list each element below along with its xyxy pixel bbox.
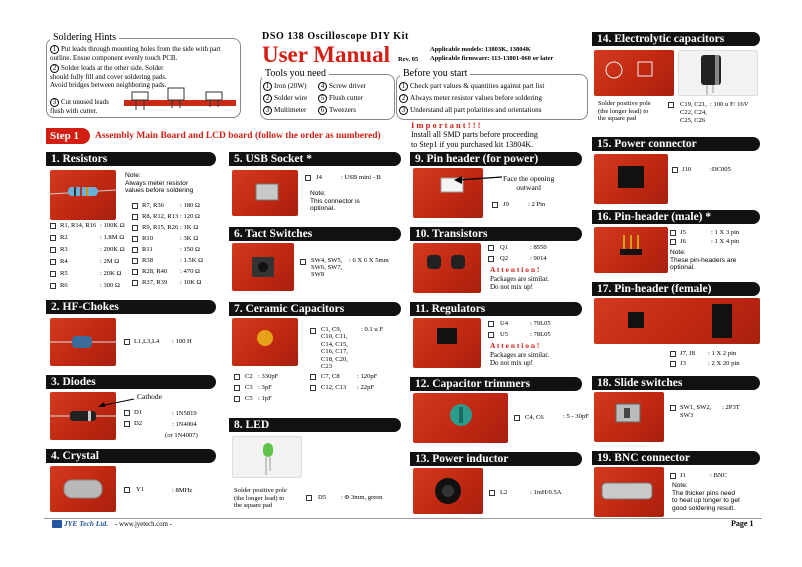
cathode-arrow [96, 396, 136, 408]
soldering-hints-title: Soldering Hints [50, 32, 119, 43]
tact-photo [232, 243, 294, 291]
tool-5: 3 Multimeter [263, 106, 306, 115]
resistor-value: : 20K Ω [100, 270, 122, 277]
electrolytic-checkbox[interactable] [668, 102, 674, 108]
step1-badge: Step 1 [46, 128, 90, 144]
rev-label: Rev. 05 [398, 56, 419, 63]
important-title: I m p o r t a n t ! ! ! [411, 120, 481, 130]
section-pin-power-header: 9. Pin header (for power) [410, 152, 582, 166]
resistor-value: : 180 Ω [180, 202, 200, 209]
usb-val: : USB mini - B [341, 174, 381, 181]
pin-male-j5-val: : 1 X 3 pin [711, 229, 740, 236]
led-ref: D5 [318, 494, 327, 501]
pin-male-j6-ref: J6 [680, 238, 686, 245]
power-connector-photo [594, 154, 668, 204]
electrolytic-ref: C19, C21, C22, C24, C25, C26 [680, 101, 707, 124]
pin-female-j3-val: : 2 X 20 pin [708, 360, 740, 367]
resistor-ref: R6 [60, 282, 68, 289]
pin-female-photo [594, 298, 760, 344]
hf-chokes-ref: L1,L3,L4 [134, 338, 160, 345]
transistor-q1-val: : 8550 [530, 244, 547, 251]
regulator-u4-val: : 79L05 [530, 320, 551, 327]
crystal-photo [50, 466, 116, 512]
diode-d1-ref: D1 [134, 409, 143, 416]
resistor-checkbox[interactable] [50, 247, 56, 253]
tool-1: 1 Iron (20W) [263, 82, 307, 91]
tool-3: 2 Solder wire [263, 94, 307, 103]
resistor-value: : 1K Ω [180, 224, 199, 231]
slide-checkbox[interactable] [670, 405, 676, 411]
pin-power-arrow [452, 172, 504, 184]
power-connector-ref: J10 [682, 166, 692, 173]
power-connector-checkbox[interactable] [672, 167, 678, 173]
resistor-ref: R5 [60, 270, 68, 277]
usb-checkbox[interactable] [305, 175, 311, 181]
resistors-photo [50, 170, 116, 220]
models-label: Applicable models: 13803K, 13804K [430, 46, 531, 53]
transistor-q1-ref: Q1 [500, 244, 509, 251]
kit-title: DSO 138 Oscilloscope DIY Kit [262, 31, 409, 42]
soldering-diagram [122, 86, 238, 112]
resistor-ref: R11 [142, 246, 153, 253]
before-start-title: Before you start [400, 68, 470, 79]
usb-ref: J4 [316, 174, 322, 181]
regulator-u5-ref: U5 [500, 331, 509, 338]
important-line-1: Install all SMD parts before proceeding [411, 130, 538, 139]
bnc-val: : BNC [710, 472, 728, 479]
ceramic-ref: C5 [245, 395, 253, 402]
section-led-header: 8. LED [229, 418, 401, 432]
ceramic-value: : 22pF [357, 384, 375, 391]
resistors-note: Note: Always meter resistor values before soldering [125, 172, 194, 194]
before-2: 2 Always meter resistor values before soldering [399, 94, 542, 103]
power-connector-val: :DC005 [710, 166, 731, 173]
pin-female-j78-val: : 1 X 2 pin [708, 350, 737, 357]
regulator-u5-val: : 78L05 [530, 331, 551, 338]
step1-text: Assembly Main Board and LCD board (follow the order as numbered) [95, 131, 381, 141]
tool-4: 5 Flush cutter [318, 94, 363, 103]
cathode-label: Cathode [137, 392, 162, 401]
section-resistors-header: 1. Resistors [46, 152, 216, 166]
section-crystal-header: 4. Crystal [46, 449, 216, 463]
resistor-ref: R8, R12, R13 [142, 213, 179, 220]
pin-power-val: : 2 Pin [528, 201, 546, 208]
tact-val: : 6 X 6 X 5mm [349, 257, 389, 264]
resistor-value: : 2M Ω [100, 258, 120, 265]
regulators-attention: A t t e n t i o n ! [490, 341, 540, 350]
crystal-checkbox[interactable] [124, 487, 130, 493]
section-electrolytic-header: 14. Electrolytic capacitors [592, 32, 760, 46]
usb-photo [232, 170, 298, 216]
ceramic-checkbox[interactable] [234, 385, 240, 391]
resistor-value: : 200K Ω [100, 246, 125, 253]
pin-male-photo [594, 227, 668, 273]
diode-d2-ref: D2 [134, 420, 143, 427]
slide-val: : 2P3T [722, 404, 740, 411]
resistor-checkbox[interactable] [132, 269, 138, 275]
transistors-photo [413, 243, 481, 293]
resistor-ref: R7, R36 [142, 202, 164, 209]
hf-chokes-val: : 100 H [172, 338, 192, 345]
inductor-checkbox[interactable] [489, 490, 495, 496]
hf-chokes-checkbox[interactable] [124, 339, 130, 345]
bnc-ref: J1 [680, 472, 686, 479]
slide-ref: SW1, SW2, SW3 [680, 404, 712, 419]
ceramic-checkbox[interactable] [234, 374, 240, 380]
resistor-value: : 100K Ω [100, 222, 125, 229]
manual-title: User Manual [262, 42, 390, 67]
section-diodes-header: 3. Diodes [46, 375, 216, 389]
ceramic-value: : 330pF [258, 373, 279, 380]
section-regulators-header: 11. Regulators [410, 302, 582, 316]
pin-male-j5-ref: J5 [680, 229, 686, 236]
ceramic-checkbox[interactable] [310, 374, 316, 380]
ceramic-value: : 120pF [357, 373, 378, 380]
diode-d1-checkbox[interactable] [124, 410, 130, 416]
tact-ref: SW4, SW5, SW6, SW7, SW8 [311, 257, 343, 278]
tact-checkbox[interactable] [300, 259, 306, 265]
section-usb-header: 5. USB Socket * [229, 152, 401, 166]
transistor-q1-checkbox[interactable] [488, 245, 494, 251]
trimmers-val: : 5 - 30pF [563, 413, 589, 420]
section-tact-header: 6. Tact Switches [229, 227, 401, 241]
resistor-value: : 10K Ω [180, 279, 202, 286]
hint-3: 3 Cut unused leads flush with cutter. [50, 98, 109, 115]
pin-female-j78-ref: J7, J8 [680, 350, 696, 357]
transistors-attention: A t t e n t i o n ! [490, 265, 540, 274]
bnc-photo [594, 467, 664, 517]
resistor-ref: R38 [142, 257, 153, 264]
transistors-warn: Packages are similar. Do not mix up! [490, 275, 549, 291]
led-val: : Φ 3mm, green [341, 494, 383, 501]
resistor-ref: R37, R39 [142, 279, 168, 286]
resistor-ref: R2 [60, 234, 68, 241]
footer-rule [44, 518, 762, 519]
electrolytic-pcb-photo [594, 50, 674, 96]
section-pin-female-header: 17. Pin-header (female) [592, 282, 760, 296]
electrolytic-photo [678, 50, 758, 96]
led-photo [232, 436, 302, 478]
tool-2: 4 Screw driver [318, 82, 366, 91]
before-3: 3 Understand all part polarities and orientations [399, 106, 542, 115]
pin-male-j5-checkbox[interactable] [670, 230, 676, 236]
important-line-2: to Step1 if you purchased kit 13804K. [411, 140, 533, 149]
resistor-ref: R1, R14, R16 [60, 222, 97, 229]
ceramic-value: : 3pF [258, 384, 272, 391]
resistor-value: : 120 Ω [180, 213, 200, 220]
ceramic-ref: C7, C8 [321, 373, 340, 380]
trimmers-ref: C4, C6 [525, 414, 544, 421]
ceramic-main-checkbox[interactable] [310, 328, 316, 334]
hf-chokes-photo [50, 318, 116, 366]
resistor-checkbox[interactable] [132, 203, 138, 209]
ceramic-ref: C2 [245, 373, 253, 380]
section-slide-header: 18. Slide switches [592, 376, 760, 390]
ceramic-checkbox[interactable] [234, 396, 240, 402]
pin-male-note: Note: These pin-headers are optional. [670, 249, 737, 271]
pin-female-j3-checkbox[interactable] [670, 361, 676, 367]
section-power-connector-header: 15. Power connector [592, 137, 760, 151]
resistor-value: : 1.8M Ω [100, 234, 125, 241]
pin-female-j78-checkbox[interactable] [670, 351, 676, 357]
inductor-val: : 1mH/0.5A [530, 489, 562, 496]
firmware-label: Applicable firmware: 113-13801-060 or later [430, 55, 554, 62]
resistor-ref: R9, R15, R26 [142, 224, 179, 231]
resistor-checkbox[interactable] [132, 258, 138, 264]
section-pin-male-header: 16. Pin-header (male) * [592, 210, 760, 224]
resistor-checkbox[interactable] [50, 235, 56, 241]
transistor-q2-val: : 9014 [530, 255, 547, 262]
resistor-value: : 1.5K Ω [180, 257, 204, 264]
inductor-photo [413, 468, 483, 514]
regulator-u4-checkbox[interactable] [488, 321, 494, 327]
tools-title: Tools you need [262, 68, 329, 79]
section-trimmers-header: 12. Capacitor trimmers [410, 377, 582, 391]
diode-d2-val: : 1N4004 [172, 421, 197, 428]
tool-6: 6 Tweezers [318, 106, 356, 115]
regulator-u5-checkbox[interactable] [488, 332, 494, 338]
resistor-checkbox[interactable] [132, 247, 138, 253]
hint-2: 2 Solder leads at the other side. Solder should fully fill and cover soldering pads. Avoid bridges between neighboring pads. [50, 64, 167, 89]
usb-note: Note: This connector is optional. [310, 190, 360, 212]
regulator-u4-ref: U4 [500, 320, 509, 327]
trimmers-photo [413, 393, 508, 443]
pin-power-checkbox[interactable] [492, 202, 498, 208]
trimmers-checkbox[interactable] [514, 415, 520, 421]
footer-url[interactable]: - www.jyetech.com - [115, 521, 172, 528]
resistor-checkbox[interactable] [50, 283, 56, 289]
resistor-checkbox[interactable] [50, 223, 56, 229]
pin-female-j3-ref: J3 [680, 360, 686, 367]
ceramic-ref: C12, C13 [321, 384, 347, 391]
diode-d1-val: : 1N5819 [172, 410, 197, 417]
resistor-checkbox[interactable] [50, 271, 56, 277]
pin-male-j6-val: : 1 X 4 pin [711, 238, 740, 245]
pin-power-annot: Face the opening outward [503, 174, 555, 192]
resistor-value: : 300 Ω [100, 282, 120, 289]
pin-power-ref: J9 [503, 201, 509, 208]
section-transistors-header: 10. Transistors [410, 227, 582, 241]
resistor-ref: R28, R40 [142, 268, 168, 275]
regulators-photo [413, 318, 481, 368]
crystal-val: : 8MHz [172, 487, 193, 494]
resistor-ref: R10 [142, 235, 153, 242]
diode-d2-checkbox[interactable] [124, 421, 130, 427]
inductor-ref: L2 [500, 489, 508, 496]
before-1: 1 Check part values & quantities against part list [399, 82, 544, 91]
resistor-checkbox[interactable] [50, 259, 56, 265]
led-checkbox[interactable] [306, 495, 312, 501]
regulators-warn: Packages are similar. Do not mix up! [490, 351, 549, 367]
resistor-value: : 470 Ω [180, 268, 200, 275]
diode-d2-alt: (or 1N4007) [165, 432, 198, 439]
resistor-checkbox[interactable] [132, 214, 138, 220]
ceramic-main-ref: C1, C9, C10, C11, C14, C15, C16, C17, C18, C20, C23 [321, 326, 348, 371]
section-inductor-header: 13. Power inductor [410, 452, 582, 466]
section-hf-chokes-header: 2. HF-Chokes [46, 300, 216, 314]
hint-1: 1 Put leads through mounting holes from the side with part outline. Ensue component evenly touch PCB. [50, 45, 221, 62]
transistor-q2-ref: Q2 [500, 255, 509, 262]
ceramic-value: : 1pF [258, 395, 272, 402]
led-note: Solder positive pole (the longer lead) to the square pad [234, 487, 287, 509]
transistor-q2-checkbox[interactable] [488, 256, 494, 262]
electrolytic-val: : 100 u F/ 16V [710, 101, 749, 108]
resistor-checkbox[interactable] [132, 225, 138, 231]
ceramic-checkbox[interactable] [310, 385, 316, 391]
electrolytic-note: Solder positive pole (the longer lead) to the square pad [598, 100, 651, 122]
bnc-note: Note: The thicker pins need to heat up longer to get good soldering result. [672, 482, 740, 512]
ceramic-photo [232, 318, 298, 366]
section-ceramic-header: 7. Ceramic Capacitors [229, 302, 401, 316]
resistor-value: : 150 Ω [180, 246, 200, 253]
section-bnc-header: 19. BNC connector [592, 451, 760, 465]
footer-page: Page 1 [731, 519, 754, 528]
crystal-ref: Y1 [136, 486, 145, 493]
resistor-ref: R3 [60, 246, 68, 253]
resistor-checkbox[interactable] [132, 236, 138, 242]
pin-male-j6-checkbox[interactable] [670, 239, 676, 245]
bnc-checkbox[interactable] [670, 473, 676, 479]
resistor-checkbox[interactable] [132, 280, 138, 286]
resistor-value: : 3K Ω [180, 235, 199, 242]
footer-logo-icon [52, 520, 62, 528]
ceramic-ref: C3 [245, 384, 253, 391]
ceramic-main-val: : 0.1 u F [361, 326, 383, 333]
slide-photo [594, 392, 664, 442]
footer-brand: JYE Tech Ltd. [64, 519, 109, 528]
resistor-ref: R4 [60, 258, 68, 265]
